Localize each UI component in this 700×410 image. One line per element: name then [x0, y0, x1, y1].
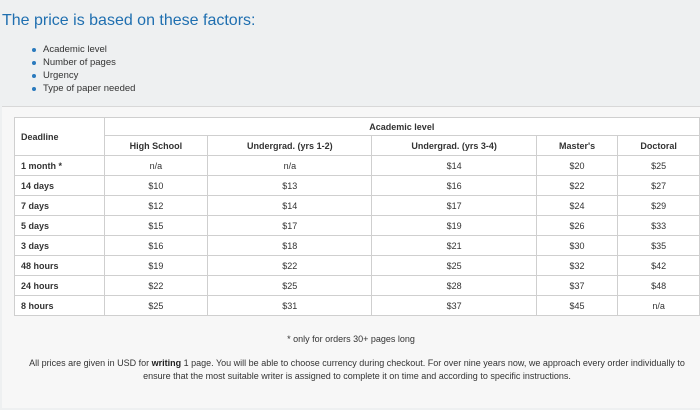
price-cell: n/a: [618, 296, 700, 316]
price-cell: $26: [536, 216, 618, 236]
table-row: [15, 156, 700, 176]
deadline-cell: 8 hours: [15, 296, 105, 316]
disclaimer-bold-word: writing: [151, 358, 182, 368]
factor-item: [30, 82, 135, 95]
disclaimer-text: All prices are given in USD for: [29, 358, 152, 368]
price-cell: $45: [536, 296, 618, 316]
page-heading: The price is based on these factors:: [2, 12, 256, 29]
deadline-header: Deadline: [15, 118, 105, 156]
price-cell: n/a: [104, 156, 208, 176]
price-cell: $28: [372, 276, 536, 296]
factor-item: [30, 56, 135, 69]
price-cell: $22: [104, 276, 208, 296]
factor-item: [30, 43, 135, 56]
deadline-cell: 1 month *: [15, 156, 105, 176]
price-cell: $22: [208, 256, 372, 276]
price-cell: $29: [618, 196, 700, 216]
price-cell: $22: [536, 176, 618, 196]
deadline-cell: 24 hours: [15, 276, 105, 296]
price-cell: $20: [536, 156, 618, 176]
deadline-cell: 7 days: [15, 196, 105, 216]
price-cell: $17: [372, 196, 536, 216]
price-cell: $19: [372, 216, 536, 236]
price-cell: $10: [104, 176, 208, 196]
factor-item: [30, 69, 135, 82]
table-row: [15, 216, 700, 236]
factor-label: Urgency: [43, 70, 79, 81]
price-cell: $25: [618, 156, 700, 176]
price-cell: $27: [618, 176, 700, 196]
price-cell: $25: [208, 276, 372, 296]
pricing-panel: [2, 106, 700, 408]
price-cell: $15: [104, 216, 208, 236]
price-cell: $19: [104, 256, 208, 276]
column-header: Doctoral: [618, 136, 700, 156]
deadline-cell: 5 days: [15, 216, 105, 236]
deadline-cell: 14 days: [15, 176, 105, 196]
bullet-icon: [32, 74, 36, 78]
factors-list: [30, 43, 135, 95]
pricing-disclaimer: [24, 357, 690, 383]
price-cell: $25: [372, 256, 536, 276]
price-cell: $37: [372, 296, 536, 316]
price-cell: $21: [372, 236, 536, 256]
price-cell: $30: [536, 236, 618, 256]
bullet-icon: [32, 87, 36, 91]
price-cell: $31: [208, 296, 372, 316]
price-cell: n/a: [208, 156, 372, 176]
bullet-icon: [32, 48, 36, 52]
price-cell: $35: [618, 236, 700, 256]
column-header: Master's: [536, 136, 618, 156]
price-cell: $18: [208, 236, 372, 256]
disclaimer-text: 1 page. You will be able to choose currency during checkout. For over nine years now, we approach every order individually to ensure that the most suitable writer is assigned to complete it on time and according to specific instructions.: [143, 358, 685, 381]
price-table: [14, 117, 700, 316]
deadline-cell: 3 days: [15, 236, 105, 256]
price-cell: $14: [372, 156, 536, 176]
price-cell: $32: [536, 256, 618, 276]
factor-label: Type of paper needed: [43, 83, 136, 94]
table-row: [15, 296, 700, 316]
bullet-icon: [32, 61, 36, 65]
factor-label: Number of pages: [43, 57, 116, 68]
price-cell: $17: [208, 216, 372, 236]
deadline-cell: 48 hours: [15, 256, 105, 276]
price-cell: $37: [536, 276, 618, 296]
price-cell: $48: [618, 276, 700, 296]
factor-label: Academic level: [43, 44, 107, 55]
column-header: High School: [104, 136, 208, 156]
column-header: Undergrad. (yrs 3-4): [372, 136, 536, 156]
table-row: [15, 196, 700, 216]
table-row: [15, 236, 700, 256]
price-cell: $13: [208, 176, 372, 196]
price-cell: $24: [536, 196, 618, 216]
price-cell: $16: [372, 176, 536, 196]
price-cell: $25: [104, 296, 208, 316]
footnote: * only for orders 30+ pages long: [287, 334, 415, 344]
table-row: [15, 276, 700, 296]
table-row: [15, 256, 700, 276]
price-cell: $16: [104, 236, 208, 256]
price-cell: $12: [104, 196, 208, 216]
price-cell: $42: [618, 256, 700, 276]
academic-level-header: Academic level: [104, 118, 699, 136]
price-cell: $14: [208, 196, 372, 216]
column-header: Undergrad. (yrs 1-2): [208, 136, 372, 156]
price-cell: $33: [618, 216, 700, 236]
table-row: [15, 176, 700, 196]
